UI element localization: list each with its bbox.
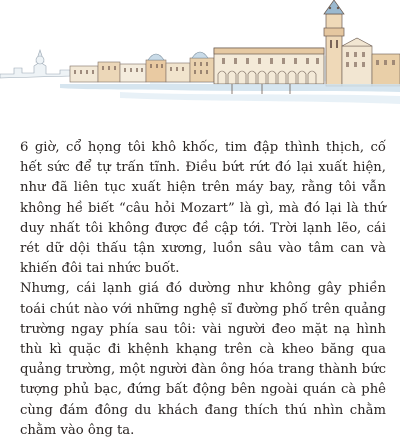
venice-skyline-illustration	[0, 0, 400, 120]
right-buildings	[342, 38, 400, 86]
paragraph-1: 6 giờ, cổ họng tôi khô khốc, tim đập thình thịch, cố hết sức để tự trấn tĩnh. Điều bứt rứt đó lại xuất hiện, như đã liên tục xuất hiện trên máy bay, rằng tôi vẫn không hề biết “câu hỏi Mozart” là gì, mà đó lại là thứ duy nhất tôi không được đề cập tới. Trời lạnh lẽo, cái rét dữ dội thấu tận xương, luồn sâu vào tâm can và khiến đôi tai nhức buốt.	[20, 140, 386, 277]
chapter-text	[20, 138, 386, 441]
waterline	[60, 84, 400, 92]
water-wash	[120, 92, 400, 104]
paragraph-2: Nhưng, cái lạnh giá đó dường như không gây phiền toái chút nào với những nghệ sĩ đường phố trên quảng trường ngay phía sau tôi: vài người đeo mặt nạ hình thù kì quặc đi khệnh khạng trên cà kheo băng qua quảng trường, một người đàn ông hóa trang thành bức tượng phủ bạc, đứng bất động bên ngoài quán cà phê cùng đám đông du khách đang thích thú nhìn chằm chằm vào ông ta.	[20, 281, 386, 438]
palace-building	[214, 48, 324, 84]
bell-tower	[324, 0, 344, 86]
